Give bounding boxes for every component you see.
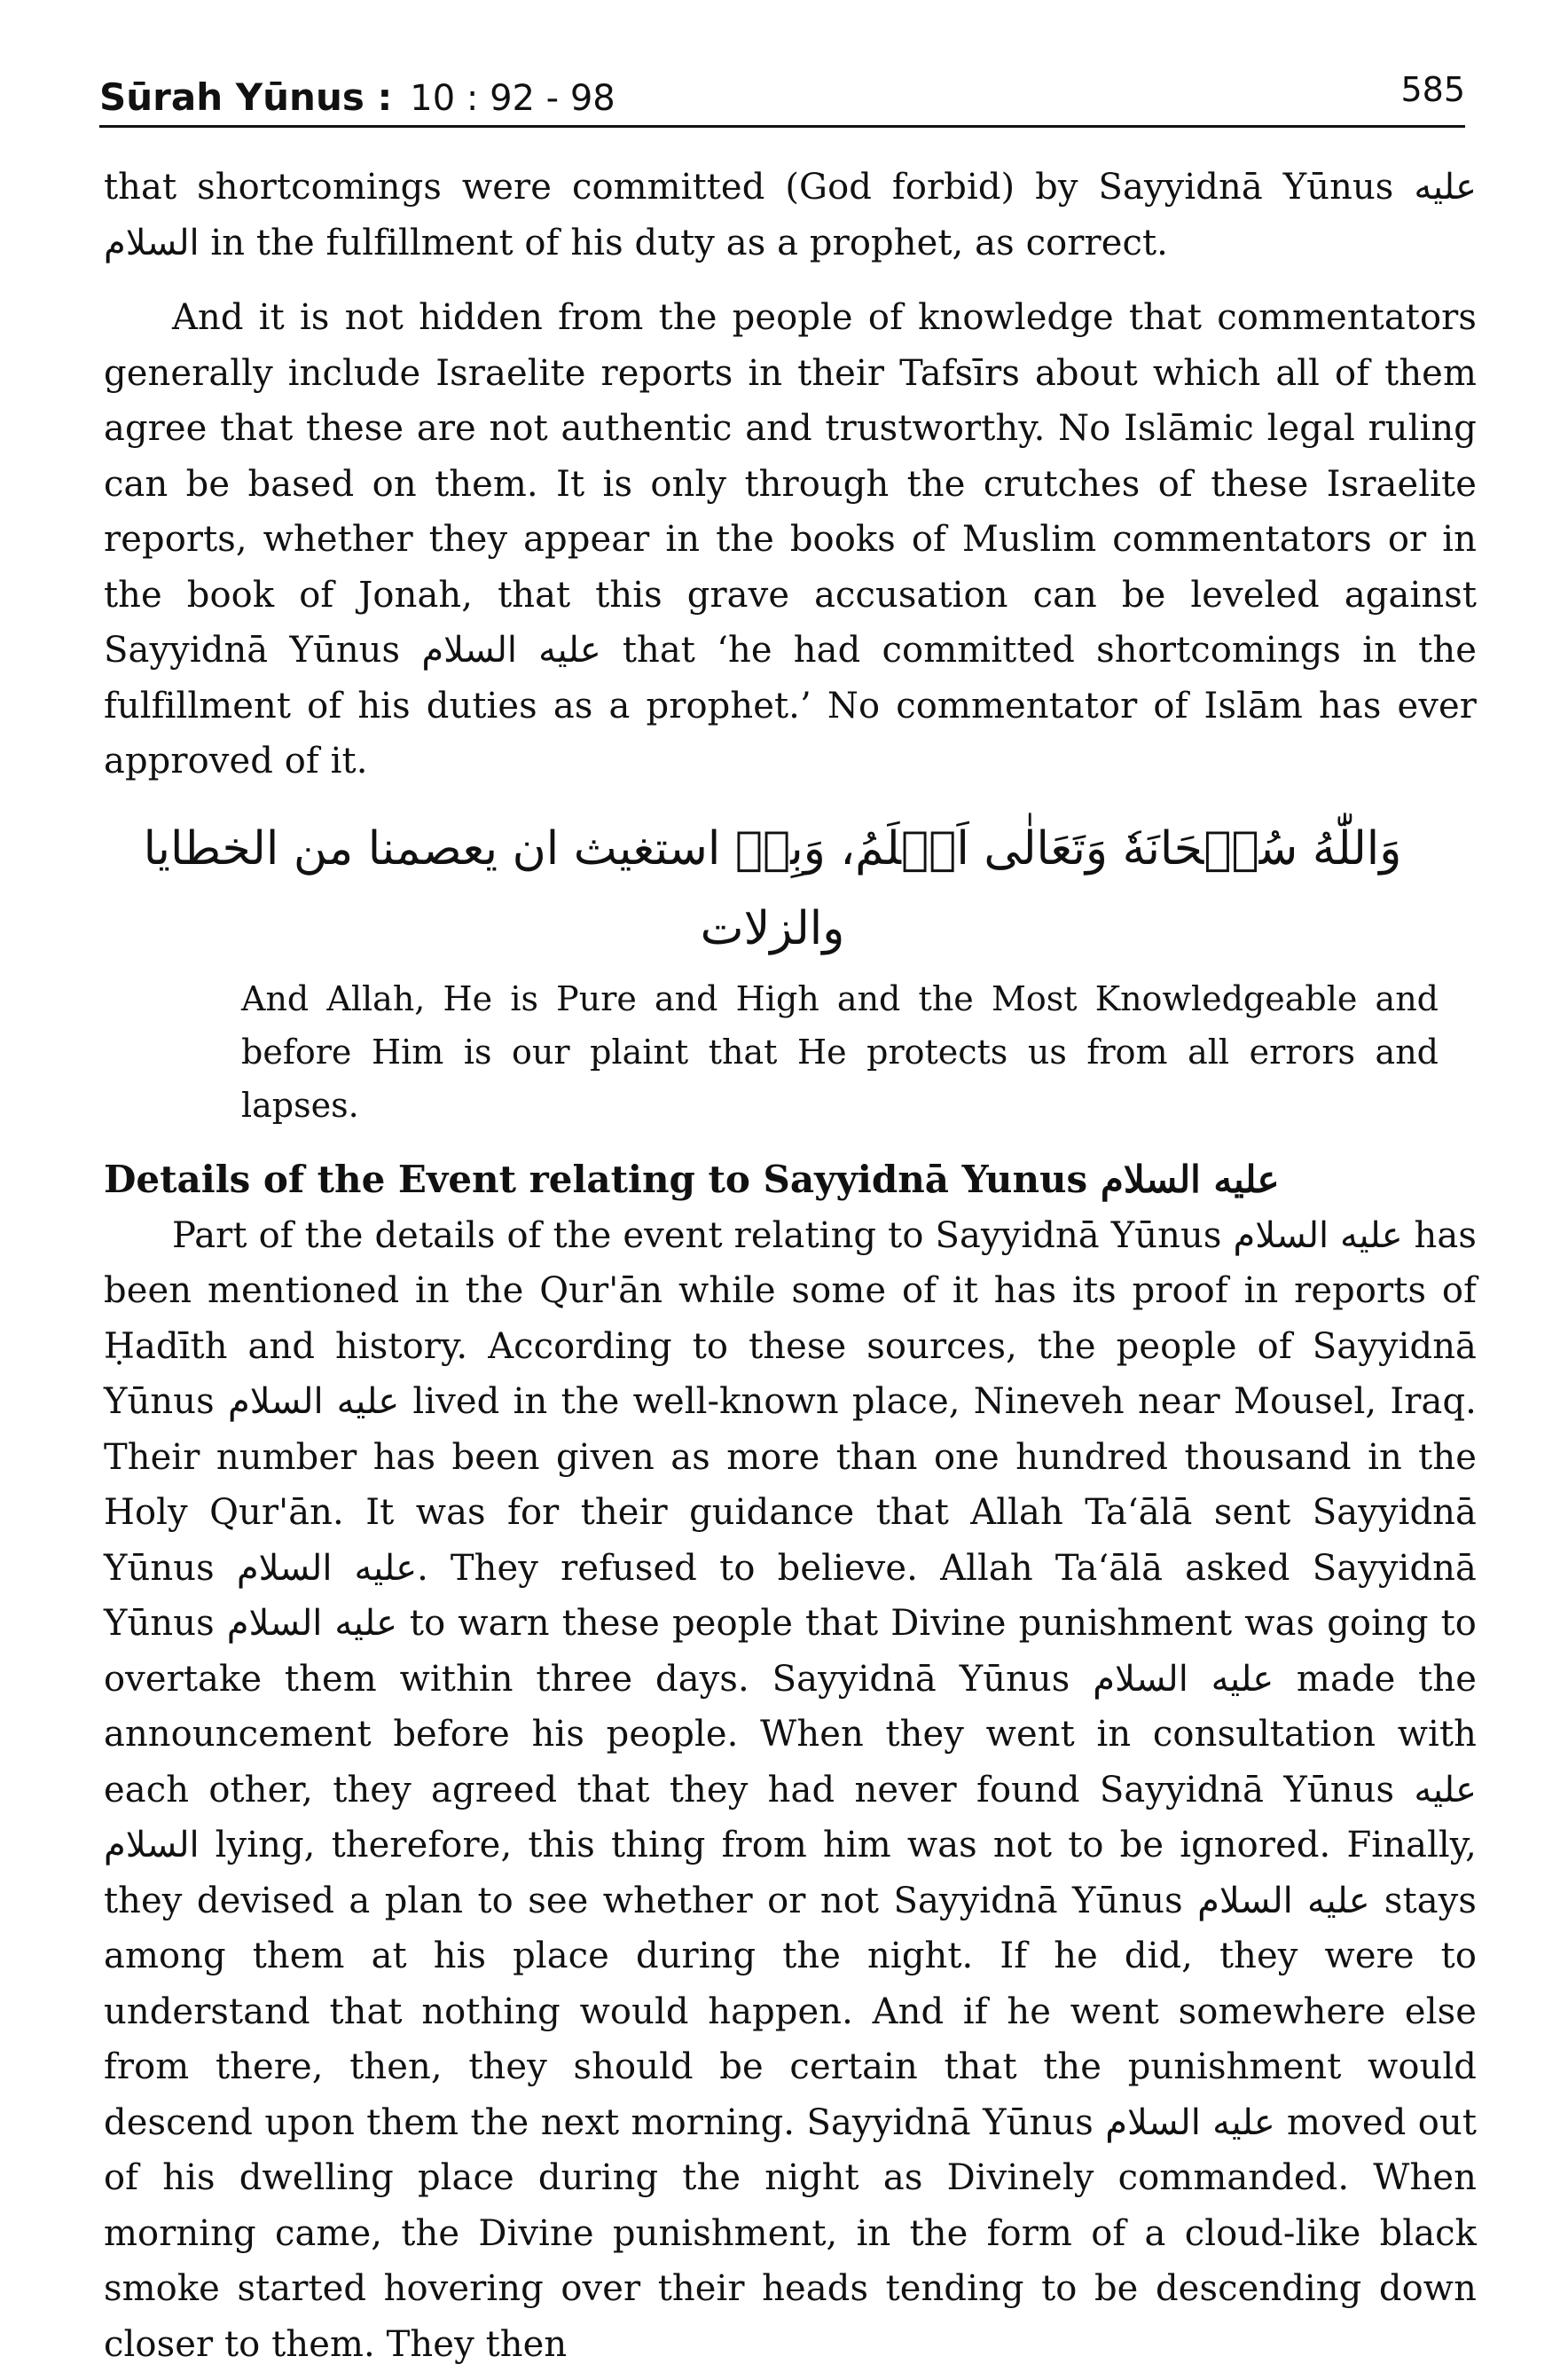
paragraph-spacer xyxy=(104,271,1477,290)
surah-name: Sūrah Yūnus : xyxy=(99,75,392,119)
page-number: 585 xyxy=(1400,67,1465,112)
running-header xyxy=(99,73,1465,126)
page-body xyxy=(104,160,1477,2372)
header-divider xyxy=(99,125,1465,128)
paragraph-continuation: that shortcomings were committed (God forbid) by Sayyidnā Yūnus عليه السلام in the fulfillment of his duty as a prophet, as correct. xyxy=(104,160,1477,271)
supplication-translation: And Allah, He is Pure and High and the Most Knowledgeable and before Him is our plaint that He protects us from all errors and lapses. xyxy=(241,972,1439,1132)
paragraph-event-details: Part of the details of the event relating to Sayyidnā Yūnus عليه السلام has been mentioned in the Qur'ān while some of it has its proof in reports of Ḥadīth and history. According to these sources, the people of Sayyidnā Yūnus عليه السلام lived in the well-known place, Nineveh near Mousel, Iraq. Their number has been given as more than one hundred thousand in the Holy Qur'ān. It was for their guidance that Allah Ta‘ālā sent Sayyidnā Yūnus عليه السلام. They refused to believe. Allah Ta‘ālā asked Sayyidnā Yūnus عليه السلام to warn these people that Divine punishment was going to overtake them within three days. Sayyidnā Yūnus عليه السلام made the announcement before his people. When they went in consultation with each other, they agreed that they had never found Sayyidnā Yūnus عليه السلام lying, therefore, this thing from him was not to be ignored. Finally, they devised a plan to see whether or not Sayyidnā Yūnus عليه السلام stays among them at his place during the night. If he did, they were to understand that nothing would happen. And if he went somewhere else from there, then, they should be certain that the punishment would descend upon them the next morning. Sayyidnā Yūnus عليه السلام moved out of his dwelling place during the night as Divinely commanded. When morning came, the Divine punishment, in the form of a cloud-like black smoke started hovering over their heads tending to be descending down closer to them. They then xyxy=(104,1208,1477,2372)
paragraph-israelite-reports: And it is not hidden from the people of knowledge that commentators generally include Israelite reports in their Tafsīrs about which all of them agree that these are not authentic and trustworthy. No Islāmic legal ruling can be based on them. It is only through the crutches of these Israelite reports, whether they appear in the books of Muslim commentators or in the book of Jonah, that this grave accusation can be leveled against Sayyidnā Yūnus عليه السلام that ‘he had committed shortcomings in the fulfillment of his duties as a prophet.’ No commentator of Islām has ever approved of it. xyxy=(104,290,1477,789)
verse-reference: 10 : 92 - 98 xyxy=(410,78,615,119)
arabic-supplication: وَاللّٰهُ سُبۡحَانَهٗ وَتَعَالٰى اَعۡلَمُ، وَبِهٖ استغيث ان يعصمنا من الخطايا والزلات xyxy=(104,809,1477,969)
section-heading: Details of the Event relating to Sayyidnā Yunus عليه السلام xyxy=(104,1151,1477,1208)
header-title xyxy=(99,73,615,123)
